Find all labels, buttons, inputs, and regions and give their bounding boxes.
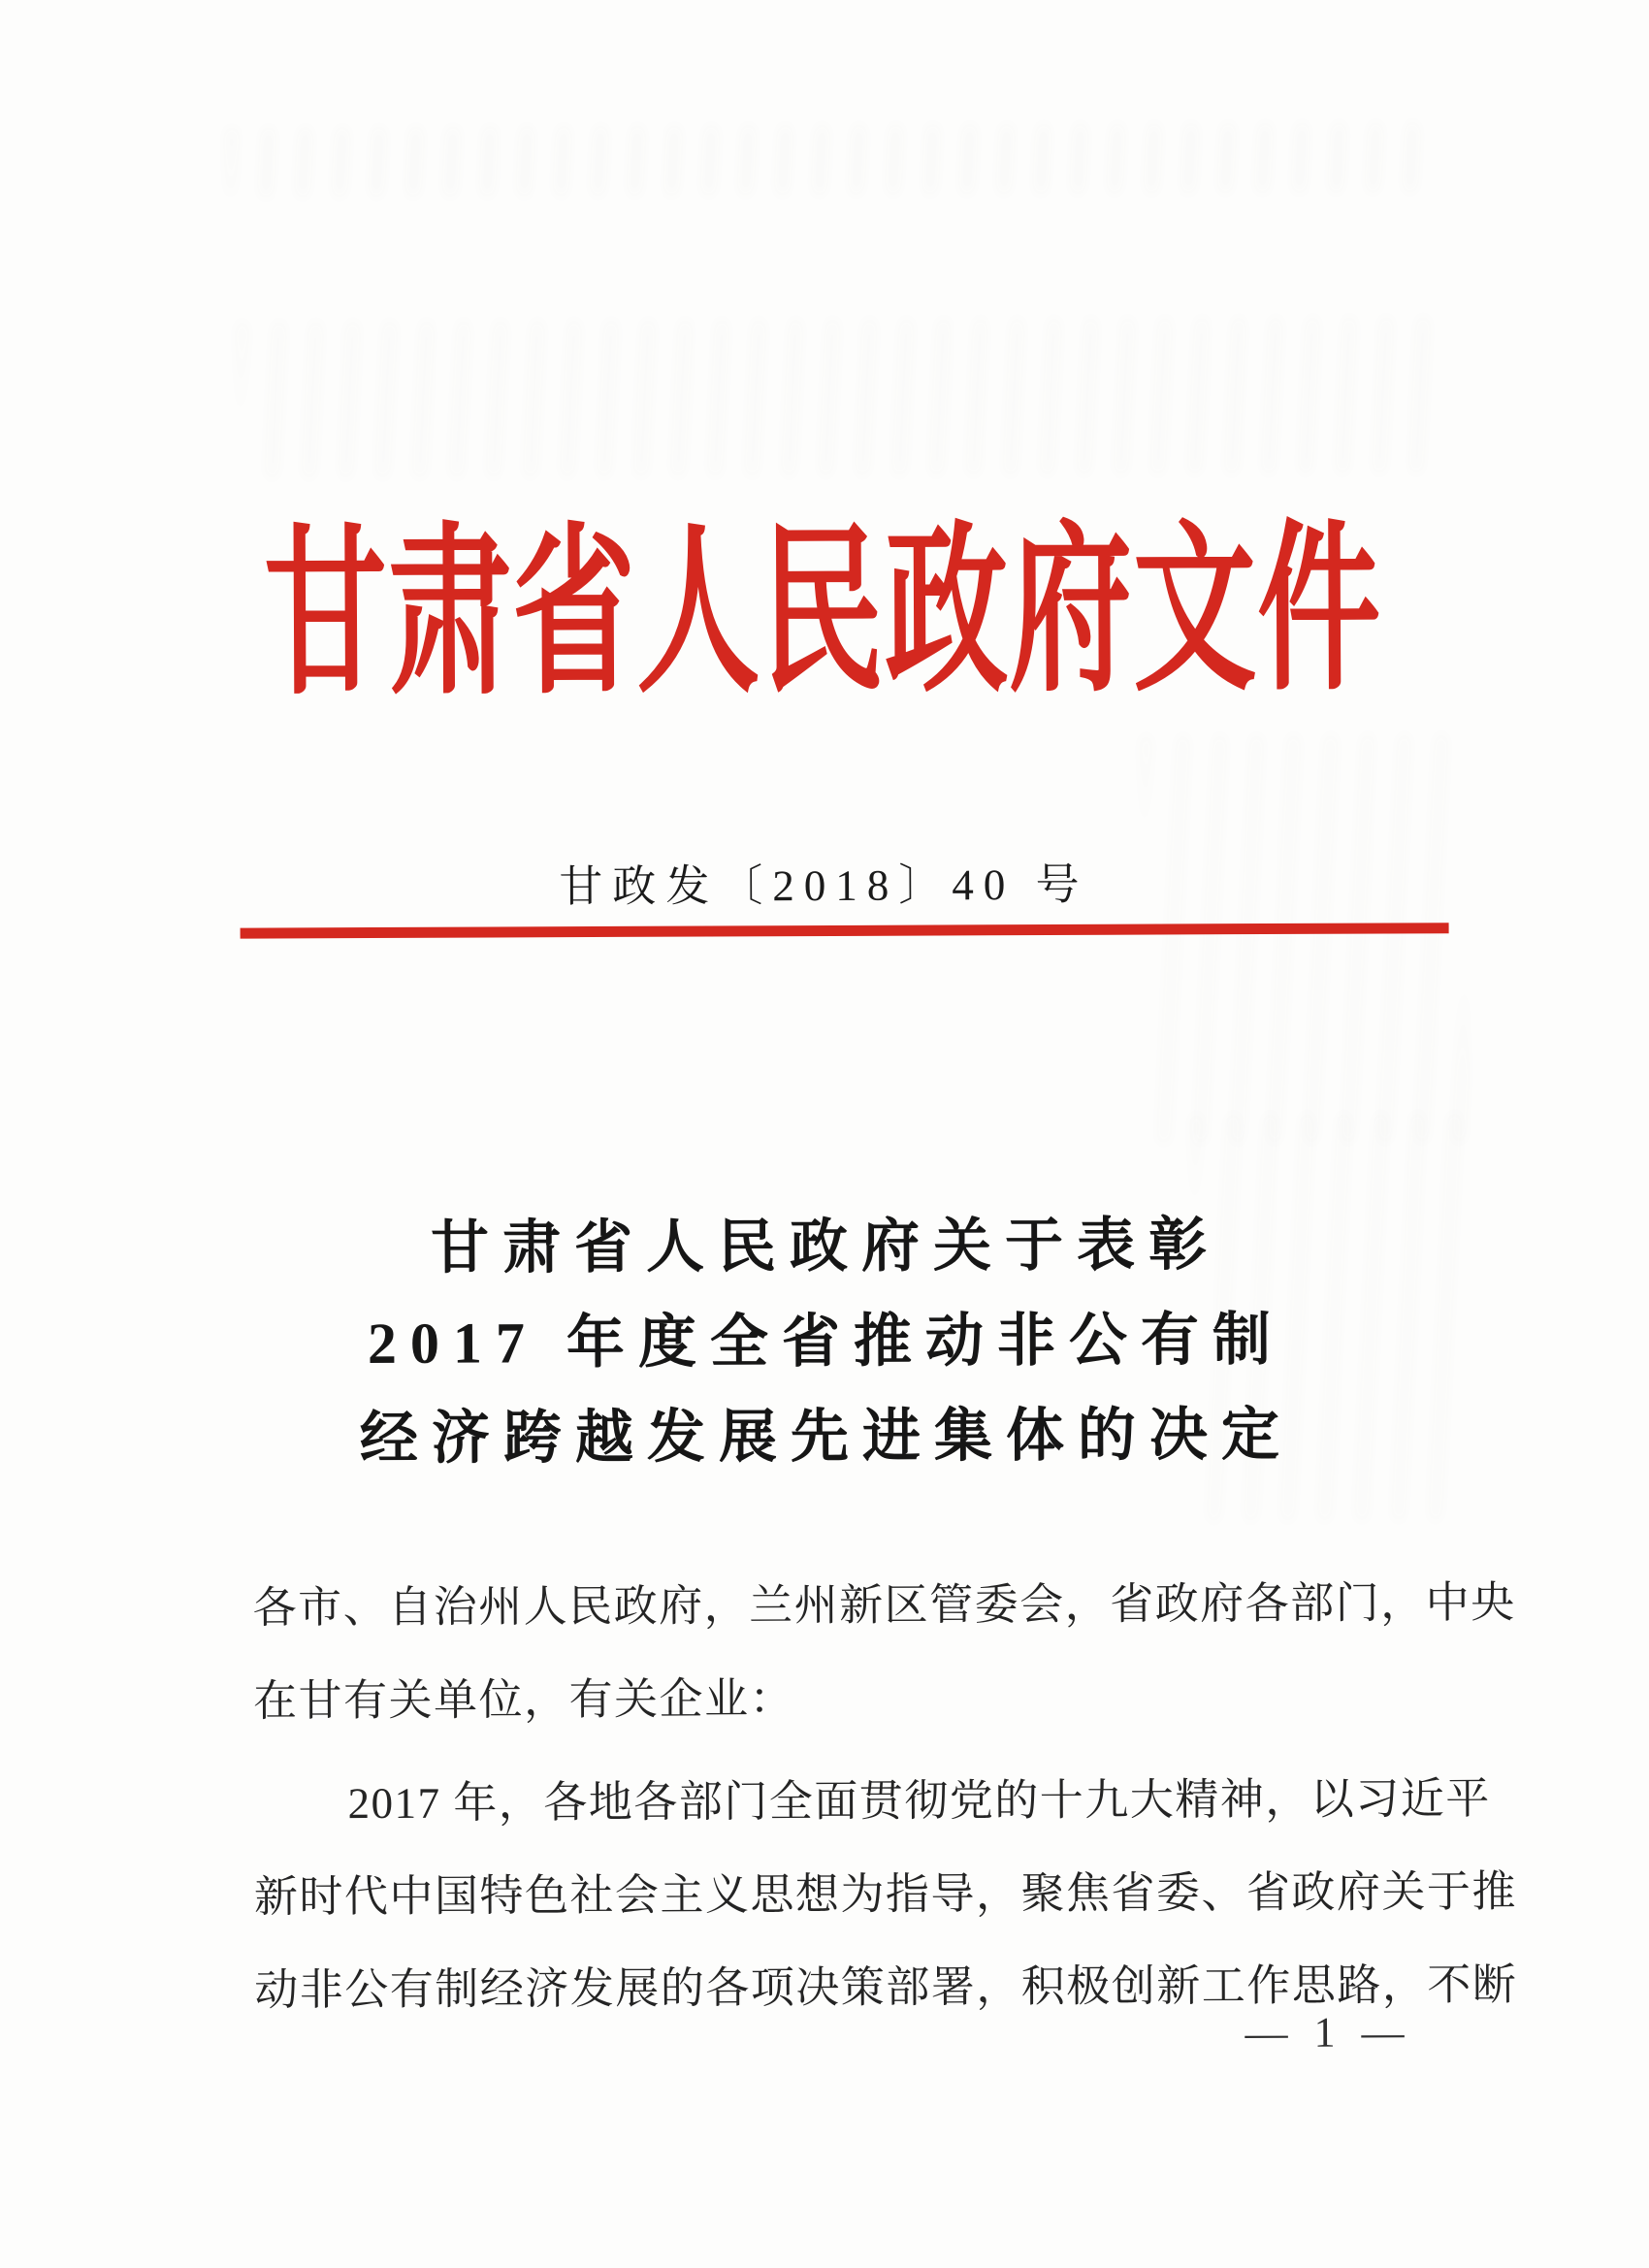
- body-line: 新时代中国特色社会主义思想为指导，聚焦省委、省政府关于推: [253, 1866, 1518, 1922]
- document-title-line-3: 经济跨越发展先进集体的决定: [359, 1402, 1294, 1472]
- body-line: 动非公有制经济发展的各项决策部署，积极创新工作思路，不断: [254, 1960, 1518, 2015]
- document-title-line-1: 甘肃省人民政府关于表彰: [430, 1213, 1221, 1280]
- document-body: [252, 1556, 1518, 2036]
- body-line: 各市、自治州人民政府，兰州新区管委会，省政府各部门，中央: [252, 1577, 1516, 1633]
- body-line: 在甘有关单位，有关企业：: [252, 1674, 795, 1726]
- document-title: [1, 1195, 1649, 1487]
- masthead-org-title: 甘肃省人民政府文件: [263, 510, 1382, 718]
- page-number: — 1 —: [1245, 2008, 1412, 2057]
- document-number: 甘政发〔2018〕40 号: [559, 859, 1089, 912]
- body-line: 2017 年，各地各部门全面贯彻党的十九大精神，以习近平: [347, 1774, 1491, 1829]
- salutation-paragraph: [252, 1556, 1516, 1747]
- scan-bleedthrough-artifact: [229, 123, 1422, 196]
- document-title-line-2: 2017 年度全省推动非公有制: [367, 1307, 1285, 1377]
- scan-bleedthrough-artifact: [1144, 734, 1466, 1143]
- scan-bleedthrough-artifact: [240, 317, 1443, 477]
- red-separator-rule: [241, 923, 1449, 938]
- body-paragraph: [253, 1752, 1518, 2036]
